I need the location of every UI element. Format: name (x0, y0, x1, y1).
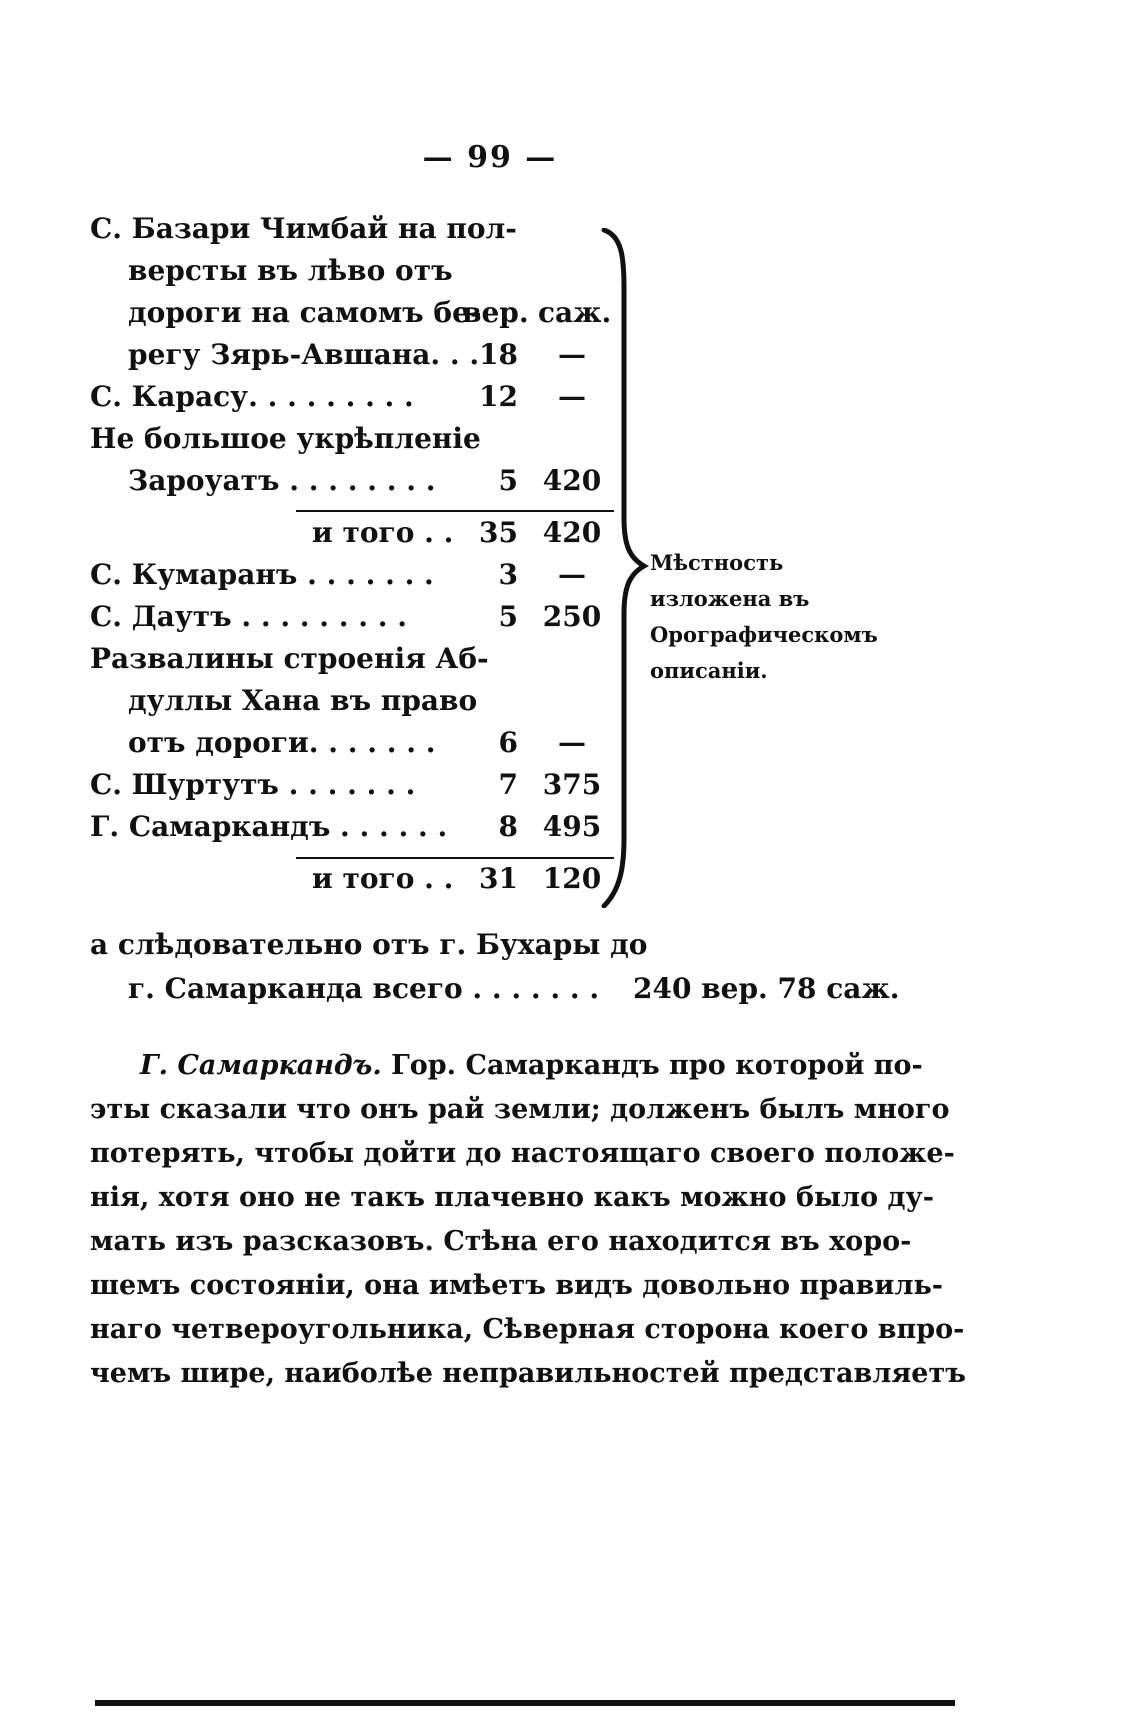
curly-brace-icon (600, 228, 650, 908)
subtotal-rule (296, 510, 614, 512)
row-label: С. Карасу. . . . . . . . . (90, 380, 414, 413)
row-label: версты въ лѣво отъ (128, 254, 453, 287)
row-versts: 8 (498, 810, 518, 843)
summary-line-1: а слѣдовательно отъ г. Бухары до (90, 928, 648, 961)
row-label: дуллы Хана въ право (128, 684, 478, 717)
total-label: и того . . (312, 862, 454, 895)
paragraph-line: нія, хотя оно не такъ плачевно какъ можно было ду- (90, 1182, 934, 1213)
summary-line-2-value: 240 вер. 78 саж. (633, 972, 900, 1005)
paragraph-line: наго четвероугольника, Сѣверная сторона коего впро- (90, 1314, 965, 1345)
paragraph-line (140, 1050, 923, 1081)
paragraph-line: эты сказали что онъ рай земли; долженъ былъ много (90, 1094, 950, 1125)
paragraph-line-text: Гор. Самаркандъ про которой по- (391, 1050, 923, 1081)
paragraph-line: шемъ состояніи, она имѣетъ видъ довольно правиль- (90, 1270, 944, 1301)
paragraph-line: чемъ шире, наиболѣе неправильностей представляетъ (90, 1358, 966, 1389)
row-label: отъ дороги. . . . . . . (128, 726, 436, 759)
row-sazhens: — (558, 380, 586, 413)
row-sazhens: 420 (542, 464, 602, 497)
total-sazhens: 120 (542, 862, 602, 895)
row-sazhens: 250 (542, 600, 602, 633)
row-label: С. Кумаранъ . . . . . . . (90, 558, 434, 591)
subtotal-label: и того . . (312, 516, 454, 549)
row-label: С. Шуртутъ . . . . . . . (90, 768, 416, 801)
row-versts: 5 (498, 600, 518, 633)
row-sazhens: 495 (542, 810, 602, 843)
summary-line-2-label: г. Самарканда всего . . . . . . . (128, 972, 600, 1005)
row-label: дороги на самомъ бе- (128, 296, 482, 329)
row-label: регу Зярь-Авшана. . . (128, 338, 480, 371)
subtotal-versts: 35 (479, 516, 518, 549)
subtotal-sazhens: 420 (542, 516, 602, 549)
column-header-sazhens: саж. (538, 296, 612, 329)
row-versts: 5 (498, 464, 518, 497)
row-versts: 18 (479, 338, 518, 371)
row-label: Не большое укрѣпленіе (90, 422, 481, 455)
paragraph-heading: Г. Самаркандъ. (140, 1050, 382, 1081)
row-sazhens: — (558, 558, 586, 591)
row-sazhens: — (558, 726, 586, 759)
row-label: Развалины строенія Аб- (90, 642, 489, 675)
side-note: Мѣстность изложена въ Орографическомъ описаніи. (650, 550, 878, 683)
total-versts: 31 (479, 862, 518, 895)
column-header-versts: вер. (462, 296, 529, 329)
page-bottom-edge (95, 1700, 955, 1706)
row-sazhens: — (558, 338, 586, 371)
paragraph-line: мать изъ разсказовъ. Стѣна его находится въ хоро- (90, 1226, 912, 1257)
total-rule (296, 857, 614, 859)
row-versts: 7 (498, 768, 518, 801)
row-label: Зароуатъ . . . . . . . . (128, 464, 436, 497)
paragraph-line: потерять, чтобы дойти до настоящаго своего положе- (90, 1138, 955, 1169)
row-label: Г. Самаркандъ . . . . . . (90, 810, 448, 843)
row-versts: 6 (498, 726, 518, 759)
row-sazhens: 375 (542, 768, 602, 801)
page-number: — 99 — (422, 140, 558, 175)
row-label: С. Базари Чимбай на пол- (90, 212, 517, 245)
row-label: С. Даутъ . . . . . . . . . (90, 600, 408, 633)
row-versts: 12 (479, 380, 518, 413)
row-versts: 3 (498, 558, 518, 591)
